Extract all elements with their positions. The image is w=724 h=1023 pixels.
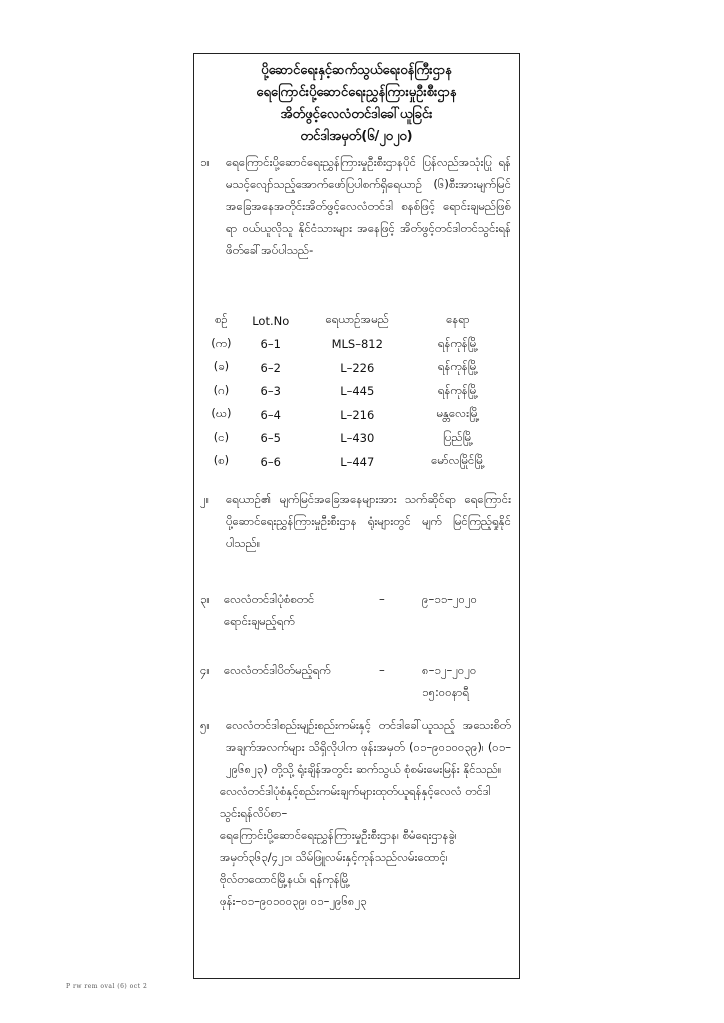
cell-location: ပြည်မြို့	[442, 429, 473, 444]
ministry-title: ပို့ဆောင်ရေးနှင့်ဆက်သွယ်ရေးဝန်ကြီးဌာန	[261, 63, 452, 78]
table-row	[204, 403, 504, 427]
address-line-1: ရေကြောင်းပို့ဆောင်ရေးညွှန်ကြားမှုဦးစီးဌာန၊ စီမံရေးဌာနခွဲ၊	[220, 828, 457, 842]
cell-no: (က)	[211, 335, 232, 350]
sale-start-label-2: ရောင်းချမည့်ရက်	[224, 614, 295, 628]
table-row	[204, 427, 504, 451]
cell-location: ရန်ကုန်မြို့	[437, 359, 478, 374]
cell-location: ရန်ကုန်မြို့	[437, 335, 478, 350]
paragraph-3-num: ၃။	[200, 592, 210, 606]
closing-dash: –	[379, 663, 385, 677]
sale-start-dash: –	[379, 592, 385, 606]
table-row	[204, 380, 504, 404]
closing-date: ၈–၁၂–၂၀၂၀	[422, 663, 477, 677]
tender-title: အိတ်ဖွင့်လေလံတင်ဒါခေါ်ယူခြင်း	[280, 107, 433, 122]
cell-lot: 6–3	[260, 384, 281, 399]
address-line-3: ဗိုလ်တထောင်မြို့နယ်၊ ရန်ကုန်မြို့	[220, 872, 350, 886]
cell-no: (ဃ)	[211, 406, 232, 421]
cell-lot: 6–6	[260, 454, 281, 469]
closing-time: ၁၅:၀၀နာရီ	[422, 685, 470, 699]
contact-text: လေလံတင်ဒါစည်းမျဉ်းစည်းကမ်းနှင့် တင်ဒါခေါ်ယူသည့် အသေးစိတ်အချက်အလက်များ သိရှိလိုပါက ဖုန်းအမှတ် (၀၁–၉၀၁၀၀၃၉)၊ (၀၁–၂၉၆၈၂၃) တို့သို့ ရုံးချိန်အတွင်း ဆက်သွယ် စုံစမ်းမေးမြန်း နိုင်သည်။	[226, 718, 511, 776]
cell-vessel: L–445	[340, 384, 375, 399]
tender-notice	[193, 53, 520, 979]
cell-lot: 6–2	[260, 360, 281, 375]
col-header-vessel: ရေယာဉ်အမည်	[325, 312, 389, 327]
cell-vessel: L–226	[340, 360, 375, 375]
tender-number: တင်ဒါအမှတ်(၆/၂၀၂၀)	[300, 129, 413, 144]
cell-vessel: L–216	[340, 407, 375, 422]
table-row	[204, 450, 504, 474]
col-header-no: စဉ်	[214, 312, 228, 327]
cell-lot: 6–1	[260, 337, 281, 352]
paragraph-number: ၅။	[200, 718, 210, 732]
table-row	[204, 356, 504, 380]
cell-no: (ခ)	[213, 359, 230, 374]
sale-start-label: လေလံတင်ဒါပုံစံစတင်	[224, 592, 315, 606]
file-footer: P rw rem oval (6) oct 2	[66, 983, 148, 990]
col-header-lot: Lot.No	[252, 313, 290, 328]
cell-location: မော်လမြိုင်မြို့	[431, 453, 485, 468]
table-header-row	[204, 309, 504, 333]
address-intro: လေလံတင်ဒါပုံစံနှင့်စည်းကမ်းချက်များထုတ်ယူရန်နှင့်လေလံ တင်ဒါသွင်းရန်လိပ်စာ–	[220, 784, 491, 820]
table-row	[204, 333, 504, 357]
cell-lot: 6–4	[260, 407, 281, 422]
paragraph-4-num: ၄။	[200, 663, 210, 677]
cell-location: မန္တလေးမြို့	[436, 406, 480, 421]
cell-vessel: L–430	[340, 431, 375, 446]
cell-no: (င)	[213, 429, 230, 444]
cell-no: (စ)	[213, 453, 230, 468]
paragraph-5	[200, 714, 511, 912]
cell-vessel: L–447	[340, 454, 375, 469]
sale-start-date: ၉–၁၁–၂၀၂၀	[422, 592, 478, 606]
paragraph-text: ရေကြောင်းပို့ဆောင်ရေးညွှန်ကြားမှုဦးစီးဌာနပိုင် ပြန်လည်အသုံးပြု ရန်မသင့်လျော်သည့်အောက်ဖော်ပြပါစက်ရှိရေယာဉ် (၆)စီးအားမျက်မြင်အခြေအနေအတိုင်းအိတ်ဖွင့်လေလံတင်ဒါ စနစ်ဖြင့် ရောင်းချမည်ဖြစ်ရာ ဝယ်ယူလိုသူ နိုင်ငံသားများ အနေဖြင့် အိတ်ဖွင့်တင်ဒါတင်သွင်းရန် ဖိတ်ခေါ်အပ်ပါသည်-	[226, 155, 511, 257]
cell-vessel: MLS–812	[331, 337, 383, 352]
address-line-2: အမှတ်၃၆၃/၄၂၁၊ သိမ်ဖြူလမ်းနှင့်ကုန်သည်လမ်းထောင့်၊	[220, 850, 448, 864]
vessel-table	[204, 309, 504, 474]
paragraph-text: ရေယာဉ်၏ မျက်မြင်အခြေအနေများအား သက်ဆိုင်ရာ ရေကြောင်းပို့ဆောင်ရေးညွှန်ကြားမှုဦးစီးဌာန ရုံးများတွင် မျက် မြင်ကြည့်ရှုနိုင်ပါသည်။	[226, 492, 511, 550]
phone-line: ဖုန်း–၀၁–၉၀၁၀၀၃၉၊ ၀၁–၂၉၆၈၂၃	[220, 894, 367, 908]
paragraph-2	[200, 488, 511, 554]
department-title: ရေကြောင်းပို့ဆောင်ရေးညွှန်ကြားမှုဦးစီးဌာန	[256, 85, 457, 100]
paragraph-1	[200, 151, 511, 261]
cell-no: (ဂ)	[213, 382, 230, 397]
cell-lot: 6–5	[260, 431, 281, 446]
paragraph-number: ၁။	[200, 155, 210, 169]
cell-location: ရန်ကုန်မြို့	[437, 382, 478, 397]
closing-label: လေလံတင်ဒါပိတ်မည့်ရက်	[224, 663, 331, 677]
notice-header	[194, 60, 519, 148]
col-header-location: နေရာ	[446, 312, 470, 327]
paragraph-number: ၂။	[200, 492, 210, 506]
